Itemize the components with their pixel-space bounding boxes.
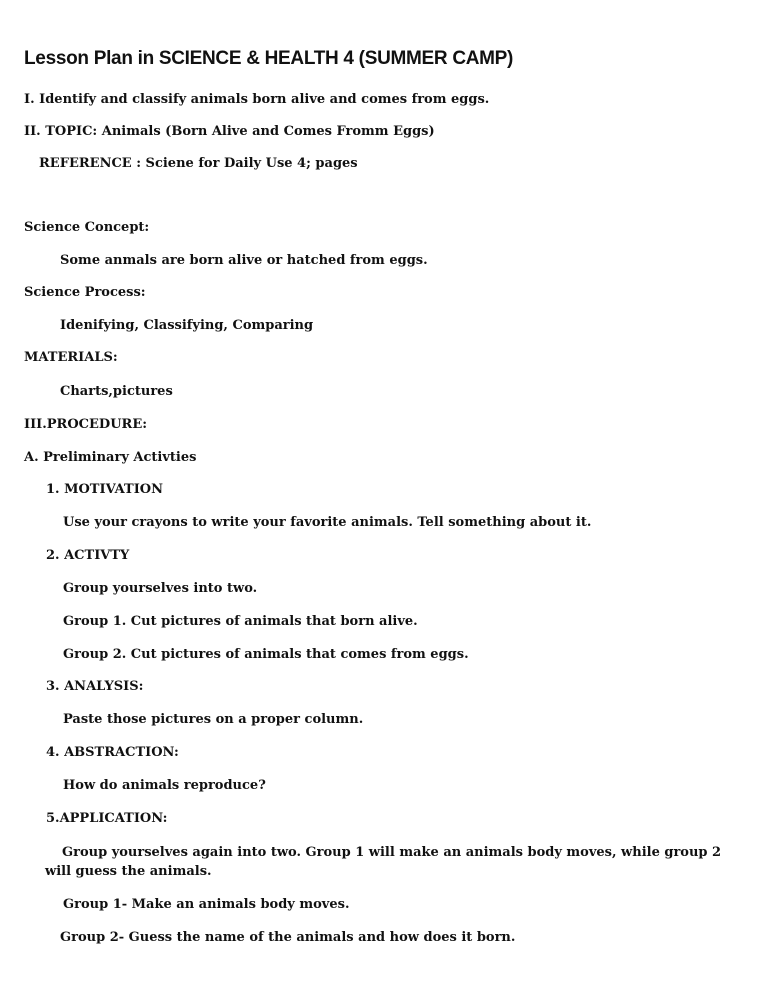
abstraction-heading: 4. ABSTRACTION: (46, 745, 179, 760)
science-process-heading: Science Process: (24, 285, 146, 300)
motivation-text: Use your crayons to write your favorite animals. Tell something about it. (63, 515, 592, 530)
activity-line: Group 1. Cut pictures of animals that born alive. (63, 614, 418, 629)
materials-heading: MATERIALS: (24, 350, 118, 365)
objective-line: I. Identify and classify animals born alive and comes from eggs. (24, 92, 490, 107)
activity-heading: 2. ACTIVTY (46, 548, 130, 563)
science-concept-text: Some anmals are born alive or hatched from eggs. (60, 253, 428, 268)
materials-text: Charts,pictures (60, 384, 173, 399)
procedure-heading: III.PROCEDURE: (24, 417, 148, 432)
application-heading: 5.APPLICATION: (46, 811, 168, 826)
science-concept-heading: Science Concept: (24, 220, 150, 235)
topic-line: II. TOPIC: Animals (Born Alive and Comes Fromm Eggs) (24, 124, 435, 139)
science-process-text: Idenifying, Classifying, Comparing (60, 318, 314, 333)
abstraction-text: How do animals reproduce? (63, 778, 266, 793)
page-title: Lesson Plan in SCIENCE & HEALTH 4 (SUMMER CAMP) (24, 48, 514, 69)
activity-line: Group yourselves into two. (63, 581, 258, 596)
motivation-heading: 1. MOTIVATION (46, 482, 163, 497)
application-group2: Group 2- Guess the name of the animals and how does it born. (60, 930, 516, 945)
section-a-heading: A. Preliminary Activties (24, 450, 197, 465)
application-text: Group yourselves again into two. Group 1 will make an animals body moves, while group 2 will guess the animals. (45, 845, 722, 879)
reference-line: REFERENCE : Sciene for Daily Use 4; pages (39, 156, 358, 171)
application-group1: Group 1- Make an animals body moves. (63, 897, 350, 912)
analysis-text: Paste those pictures on a proper column. (63, 712, 364, 727)
activity-line: Group 2. Cut pictures of animals that comes from eggs. (63, 647, 469, 662)
analysis-heading: 3. ANALYSIS: (46, 679, 144, 694)
